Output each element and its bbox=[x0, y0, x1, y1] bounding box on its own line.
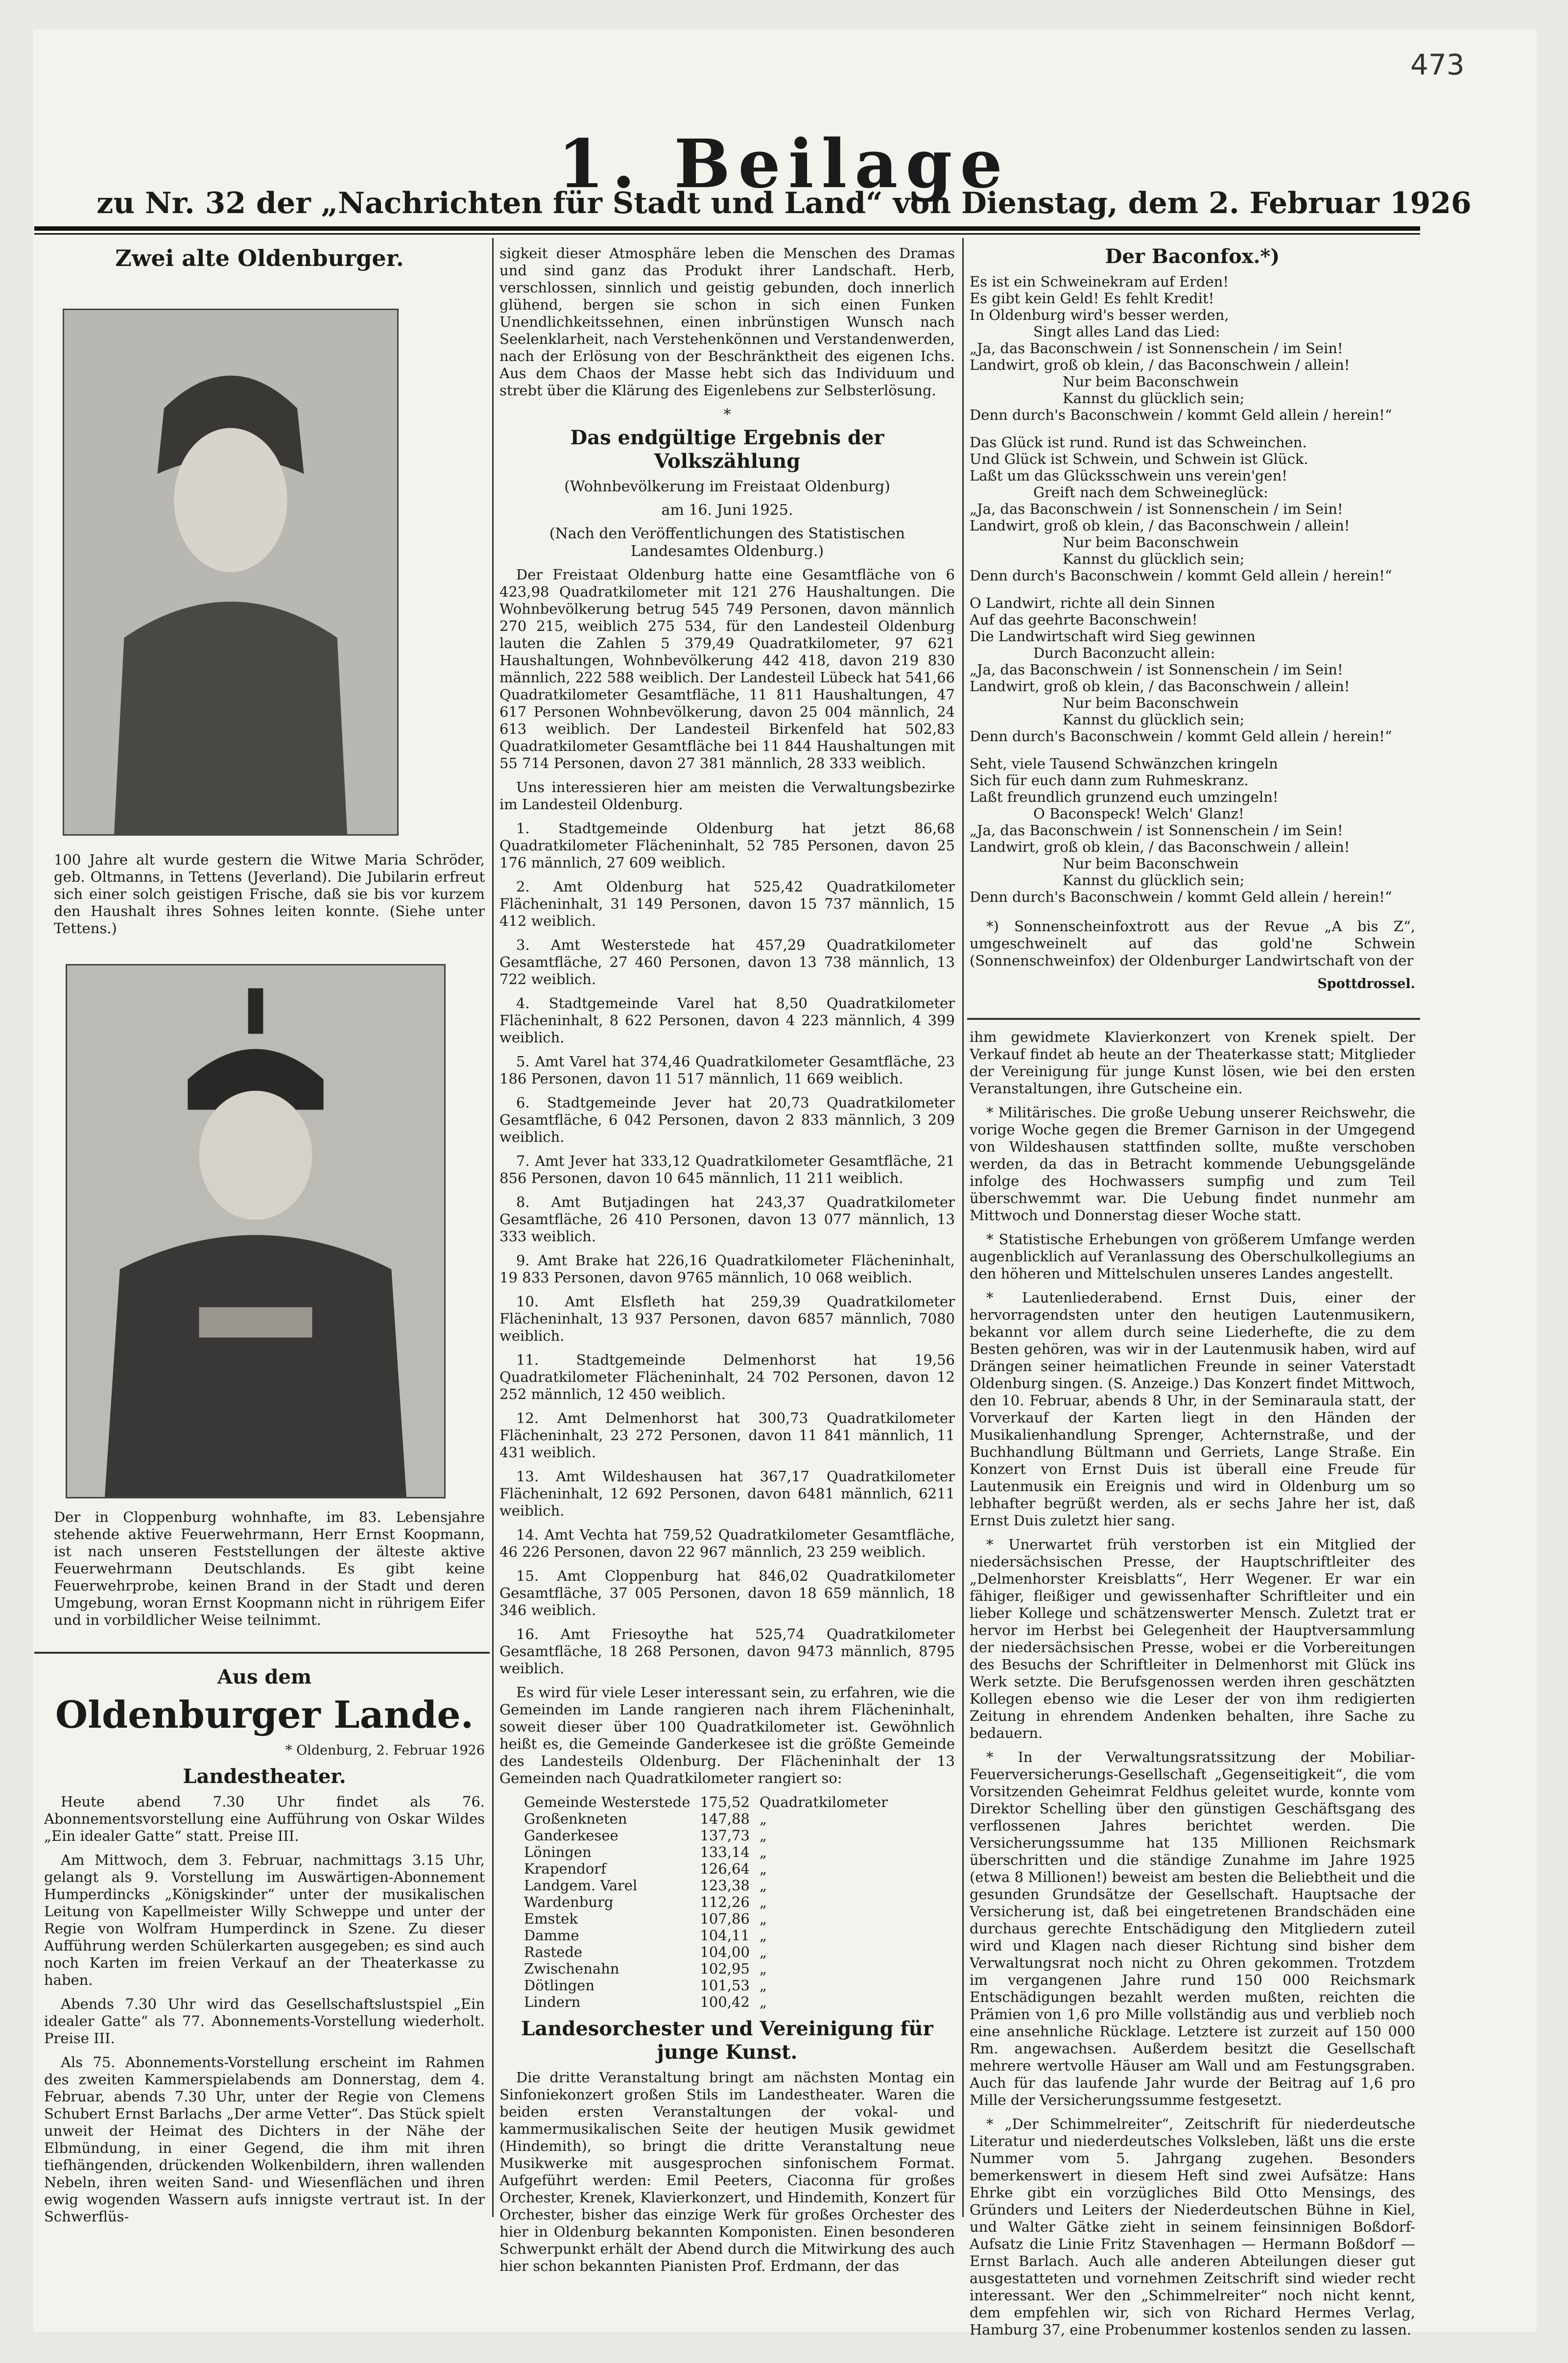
area-unit: „ bbox=[759, 1827, 767, 1844]
district-entry: 16. Amt Friesoythe hat 525,74 Quadratkilometer Gesamtfläche, 18 268 Personen, davon 9473 männlich, 8795 weiblich. bbox=[499, 1626, 955, 1677]
col3-upper bbox=[970, 245, 1415, 1014]
theater-paragraph: Am Mittwoch, dem 3. Februar, nachmittags 3.15 Uhr, gelangt als 9. Vorstellung im Auswärtigen-Abonnement Humperdincks „Königskinder“ unter der musikalischen Leitung von Kapellmeister Willy Schweppe und unter der Regie von Wolfram Humperdinck in Szene. Zu dieser Aufführung werden Schülerkarten ausgegeben; es sind auch noch Karten im freien Verkauf an der Theaterkasse zu haben. bbox=[44, 1852, 485, 1988]
table-row bbox=[519, 1844, 893, 1860]
area-name: Krapendorf bbox=[524, 1860, 606, 1877]
census-date: am 16. Juni 1925. bbox=[661, 502, 793, 519]
poem-line: Denn durch's Baconschwein / kommt Geld allein / herein!“ bbox=[970, 407, 1392, 423]
poem-line: Kannst du glücklich sein; bbox=[1063, 711, 1245, 728]
district-entry: 2. Amt Oldenburg hat 525,42 Quadratkilometer Flächeninhalt, 31 149 Personen, davon 15 737 männlich, 15 412 weiblich. bbox=[499, 878, 955, 929]
census-source: (Nach den Veröffentlichungen des Statistischen Landesamtes Oldenburg.) bbox=[549, 525, 905, 560]
poem-line: Kannst du glücklich sein; bbox=[1063, 390, 1245, 407]
area-value: 147,88 bbox=[700, 1810, 750, 1827]
col3-lower bbox=[970, 1029, 1415, 2338]
district-entry: 8. Amt Butjadingen hat 243,37 Quadratkilometer Gesamtfläche, 26 410 Personen, davon 13 077 männlich, 13 333 weiblich. bbox=[499, 1194, 955, 1245]
district-entry: 11. Stadtgemeinde Delmenhorst hat 19,56 Quadratkilometer Flächeninhalt, 24 702 Personen, davon 12 252 männlich, 12 450 weiblich. bbox=[499, 1351, 955, 1402]
district-list bbox=[499, 820, 955, 1677]
poem-line: Laßt um das Glücksschwein uns verein'gen! bbox=[970, 467, 1287, 484]
area-name: Ganderkesee bbox=[524, 1827, 618, 1844]
district-entry: 13. Amt Wildeshausen hat 367,17 Quadratkilometer Flächeninhalt, 12 692 Personen, davon 6481 männlich, 6211 weiblich. bbox=[499, 1468, 955, 1519]
theater-paragraph: Abends 7.30 Uhr wird das Gesellschaftslustspiel „Ein idealer Gatte“ als 77. Abonnements-Vorstellung wiederholt. Preise III. bbox=[44, 1996, 485, 2047]
table-row bbox=[519, 1894, 893, 1910]
poem-title: Der Baconfox.*) bbox=[1105, 245, 1280, 268]
table-row bbox=[519, 1877, 893, 1894]
poem-line: Landwirt, groß ob klein, / das Baconschwein / allein! bbox=[970, 357, 1350, 373]
poem-line: Landwirt, groß ob klein, / das Baconschwein / allein! bbox=[970, 517, 1350, 534]
district-entry: 7. Amt Jever hat 333,12 Quadratkilometer Gesamtfläche, 21 856 Personen, davon 10 645 männlich, 11 211 weiblich. bbox=[499, 1153, 955, 1186]
table-row bbox=[519, 1827, 893, 1844]
poem-line: In Oldenburg wird's besser werden, bbox=[970, 307, 1229, 323]
area-unit: „ bbox=[759, 1960, 767, 1977]
poem-line: Es gibt kein Geld! Es fehlt Kredit! bbox=[970, 290, 1214, 307]
area-value: 137,73 bbox=[700, 1827, 750, 1844]
poem-line: „Ja, das Baconschwein / ist Sonnenschein / im Sein! bbox=[970, 661, 1343, 678]
poem-line: Laßt freundlich grunzend euch umzingeln! bbox=[970, 789, 1279, 805]
poem-footnote: *) Sonnenscheinfoxtrott aus der Revue „A bis Z“, umgeschweinelt auf das gold'ne Schwein (Sonnenschweinfox) der Oldenburger Landwirtschaft von der bbox=[970, 918, 1415, 969]
news-item: * Statistische Erhebungen von größerem Umfange werden augenblicklich auf Veranlassung des Oberschulkollegiums an den höheren und Mittelschulen unseres Landes angestellt. bbox=[970, 1231, 1415, 1282]
poem-line: Kannst du glücklich sein; bbox=[1063, 872, 1245, 889]
theater-paragraph: Als 75. Abonnements-Vorstellung erscheint im Rahmen des zweiten Kammerspielabends am Donnerstag, dem 4. Februar, abends 7.30 Uhr, unter der Regie von Clemens Schubert Ernst Barlachs „Der arme Vetter“. Das Stück spielt unweit der Heimat des Dichters in der Nähe der Elbmündung, in einer Gegend, die ihm mit ihren tiefhängenden, drückenden Wolkenbildern, ihren wallenden Nebeln, ihren weiten Sand- und Wiesenflächen und ihren ewig wogenden Wassern aufs innigste vertraut ist. In der Schwerflüs- bbox=[44, 2054, 485, 2225]
poem-line: Nur beim Baconschwein bbox=[1063, 855, 1239, 872]
poem-line: Die Landwirtschaft wird Sieg gewinnen bbox=[970, 628, 1256, 645]
section-divider bbox=[967, 1018, 1420, 1020]
district-entry: 15. Amt Cloppenburg hat 846,02 Quadratkilometer Gesamtfläche, 37 005 Personen, davon 18 659 männlich, 18 346 weiblich. bbox=[499, 1567, 955, 1618]
table-row bbox=[519, 1994, 893, 2010]
portrait-fireman-icon bbox=[67, 965, 444, 1497]
poem-line: Durch Baconzucht allein: bbox=[1033, 645, 1215, 661]
poem bbox=[970, 273, 1415, 905]
area-value: 102,95 bbox=[700, 1960, 750, 1977]
section-divider bbox=[34, 1652, 490, 1654]
poem-line: Nur beim Baconschwein bbox=[1063, 695, 1239, 711]
area-unit: „ bbox=[759, 1877, 767, 1894]
area-value: 126,64 bbox=[700, 1860, 750, 1877]
stanza-gap bbox=[970, 584, 1415, 595]
area-unit: „ bbox=[759, 1810, 767, 1827]
column-divider bbox=[492, 238, 494, 2217]
poem-line: Es ist ein Schweinekram auf Erden! bbox=[970, 273, 1229, 290]
poem-line: Sich für euch dann zum Ruhmeskranz. bbox=[970, 772, 1249, 789]
area-value: 133,14 bbox=[700, 1844, 750, 1860]
census-paragraph: Der Freistaat Oldenburg hatte eine Gesamtfläche von 6 423,98 Quadratkilometer mit 121 276 Haushaltungen. Die Wohnbevölkerung betrug 545 749 Personen, davon männlich 270 215, weiblich 275 534, für den Landesteil Oldenburg lauten die Zahlen 5 379,49 Quadratkilometer, 97 621 Haushaltungen, Wohnbevölkerung 442 418, davon 219 830 männlich, 222 588 weiblich. Der Landesteil Lübeck hat 541,66 Quadratkilometer Gesamtfläche, 11 811 Haushaltungen, 47 617 Personen Wohnbevölkerung, davon 25 004 männlich, 24 613 weiblich. Der Landesteil Birkenfeld hat 502,83 Quadratkilometer Gesamtfläche bei 11 844 Haushaltungen mit 55 714 Personen, davon 27 381 männlich, 28 333 weiblich. bbox=[499, 566, 955, 772]
area-value: 123,38 bbox=[700, 1877, 750, 1894]
photo-caption: 100 Jahre alt wurde gestern die Witwe Maria Schröder, geb. Oltmanns, in Tettens (Jeverland). Die Jubilarin erfreut sich einer solch geistigen Frische, daß sie bis vor kurzem den Haushalt ihres Sohnes leiten konnte. (Siehe unter Tettens.) bbox=[54, 851, 485, 937]
district-entry: 10. Amt Elsfleth hat 259,39 Quadratkilometer Flächeninhalt, 13 937 Personen, davon 6857 männlich, 7080 weiblich. bbox=[499, 1293, 955, 1344]
area-name: Wardenburg bbox=[524, 1894, 614, 1910]
area-name: Lindern bbox=[524, 1994, 581, 2010]
poem-line: „Ja, das Baconschwein / ist Sonnenschein / im Sein! bbox=[970, 501, 1343, 517]
area-name: Zwischenahn bbox=[524, 1960, 619, 1977]
poem-line: Landwirt, groß ob klein, / das Baconschwein / allein! bbox=[970, 678, 1350, 695]
poem-line: Nur beim Baconschwein bbox=[1063, 373, 1239, 390]
masthead-subtitle: zu Nr. 32 der „Nachrichten für Stadt und Land“ von Dienstag, dem 2. Februar 1926 bbox=[96, 186, 1472, 220]
poem-line: Greift nach dem Schweineglück: bbox=[1033, 484, 1268, 501]
news-list bbox=[970, 1104, 1415, 2339]
poem-line: Seht, viele Tausend Schwänzchen kringeln bbox=[970, 755, 1278, 772]
poem-line: Denn durch's Baconschwein / kommt Geld allein / herein!“ bbox=[970, 728, 1392, 745]
poem-line: Denn durch's Baconschwein / kommt Geld allein / herein!“ bbox=[970, 567, 1392, 584]
area-value: 104,00 bbox=[700, 1944, 750, 1960]
news-item: * Unerwartet früh verstorben ist ein Mitglied der niedersächsischen Presse, der Hauptschriftleiter des „Delmenhorster Kreisblatts“, Herr Wegener. Er war ein fähiger, fleißiger und gewissenhafter Schriftleiter und ein lieber Kollege und schätzenswerter Mensch. Zuletzt trat er hervor im Herbst bei Gelegenheit der Hauptversammlung der niedersächsischen Presse, wobei er die Vorbereitungen des Besuchs der Schriftleiter in Delmenhorst mit Glück ins Werk setzte. Die Berufsgenossen werden ihren geschätzten Kollegen ebenso wie die Leser der von ihm redigierten Zeitung in ehrendem Andenken behalten, ihre Sache zu bedauern. bbox=[970, 1536, 1415, 1741]
area-unit: „ bbox=[759, 1994, 767, 2010]
poem-line: Auf das geehrte Baconschwein! bbox=[970, 611, 1198, 628]
area-name: Löningen bbox=[524, 1844, 592, 1860]
separator-star: * bbox=[723, 406, 731, 423]
masthead-title: 1. Beilage bbox=[558, 125, 1010, 203]
poem-line: Das Glück ist rund. Rund ist das Schweinchen. bbox=[970, 434, 1307, 451]
poem-line: Landwirt, groß ob klein, / das Baconschwein / allein! bbox=[970, 839, 1350, 855]
stanza-gap bbox=[970, 423, 1415, 434]
news-item: * In der Verwaltungsratssitzung der Mobiliar-Feuerversicherungs-Gesellschaft „Gegenseitigkeit“, die vom Vorsitzenden Geheimrat Feldhus geleitet wurde, konnte vom Direktor Schelling über den günstigen Geschäftsgang des verflossenen Jahres berichtet werden. Die Versicherungssumme hat 135 Millionen Reichsmark überschritten und die ständige Zunahme im Jahre 1925 (etwa 8 Millionen!) beweist am besten die Beliebtheit und die gesunden Grundsätze der Gesellschaft. Hauptsache der Versicherung ist, daß bei eingetretenen Brandschäden eine durchaus gerechte Entschädigung den Mitgliedern zuteil wird und Klagen nach dieser Richtung sind bisher dem Verwaltungsrat noch nicht zu Ohren gekommen. Trotzdem im vergangenen Jahre rund 150 000 Reichsmark Entschädigungen bezahlt werden mußten, reichten die Prämien von 1,6 pro Mille vollständig aus und verblieb noch eine ansehnliche Rücklage. Letztere ist zurzeit auf 150 000 Rm. angewachsen. Außerdem besitzt die Gesellschaft mehrere wertvolle Häuser am Wall und am Festungsgraben. Auch für das laufende Jahr wurde der Beitrag auf 1,6 pro Mille der Versicherungssumme festgesetzt. bbox=[970, 1749, 1415, 2108]
col2 bbox=[499, 245, 955, 2274]
area-name: Damme bbox=[524, 1927, 579, 1944]
area-value: 101,53 bbox=[700, 1977, 750, 1994]
district-entry: 6. Stadtgemeinde Jever hat 20,73 Quadratkilometer Gesamtfläche, 6 042 Personen, davon 2 833 männlich, 3 209 weiblich. bbox=[499, 1094, 955, 1145]
col1-heading-block bbox=[34, 245, 485, 313]
photo-caption: Der in Cloppenburg wohnhafte, im 83. Lebensjahre stehende aktive Feuerwehrmann, Herr Ernst Koopmann, ist nach unseren Feststellungen der älteste aktive Feuerwehrmann Deutschlands. Es gibt keine Feuerwehrprobe, keinen Brand in der Stadt und deren Umgebung, woran Ernst Koopmann nicht in rührigem Eifer und in vorbildlicher Weise teilnimmt. bbox=[54, 1509, 485, 1628]
portrait-photo-fireman bbox=[66, 964, 446, 1498]
column-divider bbox=[962, 238, 964, 2217]
page-number: 473 bbox=[1410, 48, 1465, 81]
area-value: 175,52 bbox=[700, 1794, 750, 1810]
area-value: 104,11 bbox=[700, 1927, 750, 1944]
area-name: Gemeinde Westerstede bbox=[524, 1794, 690, 1810]
article-heading: Zwei alte Oldenburger. bbox=[115, 245, 404, 271]
photo1-caption-block bbox=[54, 851, 485, 954]
area-value: 112,26 bbox=[700, 1894, 750, 1910]
area-name: Dötlingen bbox=[524, 1977, 594, 1994]
dateline: * Oldenburg, 2. Februar 1926 bbox=[285, 1743, 485, 1758]
news-item: * „Der Schimmelreiter“, Zeitschrift für niederdeutsche Literatur und niederdeutsches Volksleben, läßt uns die erste Nummer vom 5. Jahrgang zugehen. Besonders bemerkenswert in diesem Heft sind zwei Aufsätze: Hans Ehrke gibt ein vorzügliches Bild Otto Mensings, des Gründers und Leiters der Niederdeutschen Bühne in Kiel, und Walter Gätke zieht in seinem feinsinnigen Boßdorf-Aufsatz die Linie Fritz Stavenhagen — Hermann Boßdorf — Ernst Barlach. Auch alle anderen Abteilungen dieser gut ausgestatteten und vornehmen Zeitschrift sind wieder recht interessant. Wer den „Schimmelreiter“ noch nicht kennt, dem empfehlen wir, sich von Richard Hermes Verlag, Hamburg 37, eine Probenummer kostenlos senden zu lassen. bbox=[970, 2116, 1415, 2338]
table-row bbox=[519, 1910, 893, 1927]
table-row bbox=[519, 1860, 893, 1877]
poem-line: „Ja, das Baconschwein / ist Sonnenschein / im Sein! bbox=[970, 822, 1343, 839]
census-subheading: (Wohnbevölkerung im Freistaat Oldenburg) bbox=[564, 478, 890, 495]
poem-line: Und Glück ist Schwein, und Schwein ist Glück. bbox=[970, 451, 1308, 467]
census-paragraph: Uns interessieren hier am meisten die Verwaltungsbezirke im Landesteil Oldenburg. bbox=[499, 779, 955, 813]
area-value: 107,86 bbox=[700, 1910, 750, 1927]
article-continuation: sigkeit dieser Atmosphäre leben die Menschen des Dramas und sind ganz das Produkt ihrer Landschaft. Herb, verschlossen, sinnlich und geistig gebunden, doch innerlich glühend, bergen sie schon in sich einen Funken Unendlichkeitssehnen, einen inbrünstigen Wunsch nach Seelenklarheit, nach Verstehenkönnen und Verstandenwerden, nach der Erlösung von der Beschränktheit des eigenen Ichs. Aus dem Chaos der Masse hebt sich das Individuum und strebt über die Klärung des Eigenlebens zur Selbsterlösung. bbox=[499, 245, 955, 399]
area-name: Landgem. Varel bbox=[524, 1877, 638, 1894]
poem-line: O Landwirt, richte all dein Sinnen bbox=[970, 595, 1215, 611]
area-unit: „ bbox=[759, 1894, 767, 1910]
area-unit: Quadratkilometer bbox=[759, 1794, 888, 1810]
portrait-photo-woman bbox=[63, 309, 399, 836]
section-pre-heading: Aus dem bbox=[217, 1665, 312, 1688]
area-name: Emstek bbox=[524, 1910, 578, 1927]
article-continuation: ihm gewidmete Klavierkonzert von Krenek spielt. Der Verkauf findet ab heute an der Theaterkasse statt; Mitglieder der Vereinigung für junge Kunst lösen, wie bei den ersten Veranstaltungen, ihre Gutscheine ein. bbox=[970, 1029, 1415, 1097]
district-entry: 5. Amt Varel hat 374,46 Quadratkilometer Gesamtfläche, 23 186 Personen, davon 11 517 männlich, 11 669 weiblich. bbox=[499, 1053, 955, 1087]
poem-author: Spottdrossel. bbox=[1317, 976, 1415, 991]
table-row bbox=[519, 1944, 893, 1960]
district-entry: 1. Stadtgemeinde Oldenburg hat jetzt 86,68 Quadratkilometer Flächeninhalt, 52 785 Personen, davon 25 176 männlich, 27 609 weiblich. bbox=[499, 820, 955, 871]
stanza-gap bbox=[970, 745, 1415, 755]
photo2-caption-block bbox=[54, 1509, 485, 1646]
area-name: Rastede bbox=[524, 1944, 583, 1960]
census-paragraph: Es wird für viele Leser interessant sein, zu erfahren, wie die Gemeinden im Lande rangieren nach ihrem Flächeninhalt, soweit dieser über 100 Quadratkilometer ist. Gewöhnlich heißt es, die Gemeinde Ganderkesee ist die größte Gemeinde des Landesteils Oldenburg. Der Flächeninhalt der 13 Gemeinden nach Quadratkilometer rangiert so: bbox=[499, 1684, 955, 1786]
table-row bbox=[519, 1960, 893, 1977]
area-unit: „ bbox=[759, 1944, 767, 1960]
table-row bbox=[519, 1977, 893, 1994]
census-heading: Das endgültige Ergebnis der Volkszählung bbox=[570, 426, 884, 473]
area-unit: „ bbox=[759, 1927, 767, 1944]
area-table bbox=[519, 1794, 893, 2010]
masthead-rule-thin bbox=[34, 233, 1420, 235]
col1-lower bbox=[44, 1665, 485, 2224]
district-entry: 14. Amt Vechta hat 759,52 Quadratkilometer Gesamtfläche, 46 226 Personen, davon 22 967 männlich, 23 259 weiblich. bbox=[499, 1526, 955, 1560]
table-row bbox=[519, 1927, 893, 1944]
orchestra-heading: Landesorchester und Vereinigung für junge Kunst. bbox=[521, 2017, 933, 2064]
theater-paragraph: Heute abend 7.30 Uhr findet als 76. Abonnementsvorstellung eine Aufführung von Oskar Wildes „Ein idealer Gatte“ statt. Preise III. bbox=[44, 1793, 485, 1844]
area-unit: „ bbox=[759, 1910, 767, 1927]
news-item: * Militärisches. Die große Uebung unserer Reichswehr, die vorige Woche gegen die Bremer Garnison in der Umgegend von Wildeshausen stattfinden sollte, mußte verschoben werden, da das in Betracht kommende Uebungsgelände infolge des Hochwassers sumpfig und zum Teil überschwemmt war. Die Uebung findet nunmehr am Mittwoch und Donnerstag dieser Woche statt. bbox=[970, 1104, 1415, 1224]
district-entry: 3. Amt Westerstede hat 457,29 Quadratkilometer Gesamtfläche, 27 460 Personen, davon 13 738 männlich, 13 722 weiblich. bbox=[499, 937, 955, 988]
district-entry: 4. Stadtgemeinde Varel hat 8,50 Quadratkilometer Flächeninhalt, 8 622 Personen, davon 4 223 männlich, 4 399 weiblich. bbox=[499, 995, 955, 1046]
table-row bbox=[519, 1794, 893, 1810]
district-entry: 12. Amt Delmenhorst hat 300,73 Quadratkilometer Flächeninhalt, 23 272 Personen, davon 11 841 männlich, 11 431 weiblich. bbox=[499, 1410, 955, 1461]
area-name: Großenkneten bbox=[524, 1810, 627, 1827]
district-entry: 9. Amt Brake hat 226,16 Quadratkilometer Flächeninhalt, 19 833 Personen, davon 9765 männlich, 10 068 weiblich. bbox=[499, 1252, 955, 1286]
section-title: Oldenburger Lande. bbox=[55, 1693, 474, 1736]
area-unit: „ bbox=[759, 1977, 767, 1994]
theater-heading: Landestheater. bbox=[183, 1765, 346, 1788]
poem-line: „Ja, das Baconschwein / ist Sonnenschein / im Sein! bbox=[970, 340, 1343, 357]
poem-line: O Baconspeck! Welch' Glanz! bbox=[1033, 805, 1244, 822]
masthead-rule bbox=[34, 226, 1420, 231]
area-value: 100,42 bbox=[700, 1994, 750, 2010]
poem-line: Nur beim Baconschwein bbox=[1063, 534, 1239, 551]
table-row bbox=[519, 1810, 893, 1827]
orchestra-paragraph: Die dritte Veranstaltung bringt am nächsten Montag ein Sinfoniekonzert großen Stils im Landestheater. Waren die beiden ersten Veranstaltungen der vokal- und kammermusikalischen Seite der heutigen Musik gewidmet (Hindemith), so bringt die dritte Veranstaltung neue Musikwerke mit ausgesprochen sinfonischem Format. Aufgeführt werden: Emil Peeters, Ciaconna für großes Orchester, Krenek, Klavierkonzert, und Hindemith, Konzert für Orchester, bisher das einzige Werk für großes Orchester des hier in Oldenburg bekannten Komponisten. Einen besonderen Schwerpunkt erhält der Abend durch die Mitwirkung des auch hier schon bekannten Pianisten Prof. Erdmann, der das bbox=[499, 2069, 955, 2274]
portrait-woman-icon bbox=[64, 310, 397, 834]
news-item: * Lautenliederabend. Ernst Duis, einer der hervorragendsten unter den heutigen Lautenmusikern, bekannt vor allem durch seine Liederhefte, die zu dem Besten gehören, was wir in der Lautenmusik haben, wird auf Drängen seiner heimatlichen Freunde in seiner Vaterstadt Oldenburg singen. (S. Anzeige.) Das Konzert findet Mittwoch, den 10. Februar, abends 8 Uhr, in der Seminaraula statt, der Vorverkauf der Karten liegt in den Händen der Musikalienhandlung Sprenger, Achternstraße, und der Buchhandlung Bültmann und Gerriets, Lange Straße. Ein Konzert von Ernst Duis ist überall eine Freude für Lautenmusik ein Ereignis und wird in Oldenburg um so lebhafter begrüßt werden, als er sechs Jahre her ist, daß Ernst Duis zuletzt hier sang. bbox=[970, 1289, 1415, 1529]
poem-line: Kannst du glücklich sein; bbox=[1063, 551, 1245, 567]
area-unit: „ bbox=[759, 1860, 767, 1877]
area-unit: „ bbox=[759, 1844, 767, 1860]
poem-line: Denn durch's Baconschwein / kommt Geld allein / herein!“ bbox=[970, 889, 1392, 905]
poem-line: Singt alles Land das Lied: bbox=[1033, 323, 1220, 340]
